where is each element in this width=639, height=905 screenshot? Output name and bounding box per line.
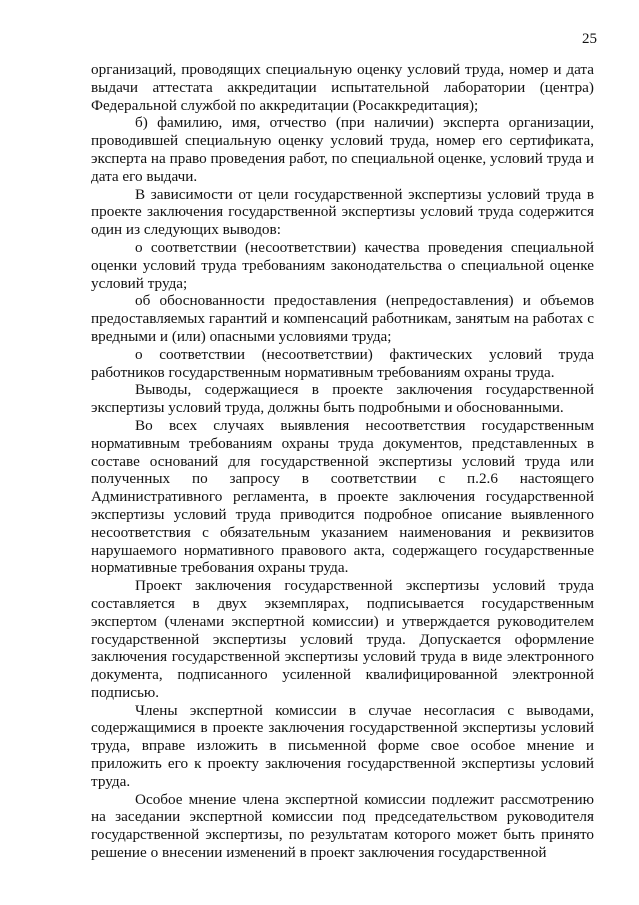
paragraph-expert-name: б) фамилию, имя, отчество (при наличии) эксперта организации, проводившей специальную оценку условий труда, номер его сертификата, эксперта на право проведения работ, по специальной оценке, условий труда и дата его выдачи. <box>91 114 594 185</box>
page-number: 25 <box>582 31 597 47</box>
paragraph-conclusion-guarantees: об обоснованности предоставления (непредоставления) и объемов предоставляемых гарантий и компенсаций работникам, занятым на работах с вредными и (или) опасными условиями труда; <box>91 292 594 345</box>
paragraph-conclusions-intro: В зависимости от цели государственной экспертизы условий труда в проекте заключения государственной экспертизы условий труда содержится один из следующих выводов: <box>91 185 594 239</box>
paragraph-draft-preparation: Проект заключения государственной экспертизы условий труда составляется в двух экземплярах, подписывается государственным экспертом (членами экспертной комиссии) и утверждается руководителем государственной экспертизы условий труда. Допускается оформление заключения государственной экспертизы условий труда в виде электронного документа, подписанного усиленной квалифицированной электронной подписью. <box>91 577 594 701</box>
paragraph-dissent-review: Особое мнение члена экспертной комиссии подлежит рассмотрению на заседании экспертной комиссии под председательством руководителя государственной экспертизы, по результатам которого может быть принято решение о внесении изменений в проект заключения государственной <box>91 790 594 862</box>
paragraph-dissent: Члены экспертной комиссии в случае несогласия с выводами, содержащимися в проекте заключения государственной экспертизы условий труда, вправе изложить в письменной форме свое особое мнение и приложить его к проекту заключения государственной экспертизы условий труда. <box>91 701 594 790</box>
paragraph-conclusions-detailed: Выводы, содержащиеся в проекте заключения государственной экспертизы условий труда, должны быть подробными и обоснованными. <box>91 381 594 417</box>
paragraph-conclusion-quality: о соответствии (несоответствии) качества проведения специальной оценки условий труда требованиям законодательства о специальной оценке условий труда; <box>91 238 594 292</box>
paragraph-conclusion-conditions: о соответствии (несоответствии) фактических условий труда работников государственным нормативным требованиям охраны труда. <box>91 345 594 381</box>
document-body <box>91 61 594 862</box>
paragraph-nonconformity: Во всех случаях выявления несоответствия государственным нормативным требованиям охраны труда документов, представленных в составе оснований для государственной экспертизы условий труда или полученных по запросу в соответствии с п.2.6 настоящего Административного регламента, в проекте заключения государственной экспертизы условий труда приводится подробное описание выявленного несоответствия с обязательным указанием наименования и реквизитов нарушаемого нормативного правового акта, содержащего государственные нормативные требования охраны труда. <box>91 416 594 577</box>
paragraph-continuation: организаций, проводящих специальную оценку условий труда, номер и дата выдачи аттестата аккредитации испытательной лаборатории (центра) Федеральной службой по аккредитации (Росаккредитация); <box>91 61 594 114</box>
